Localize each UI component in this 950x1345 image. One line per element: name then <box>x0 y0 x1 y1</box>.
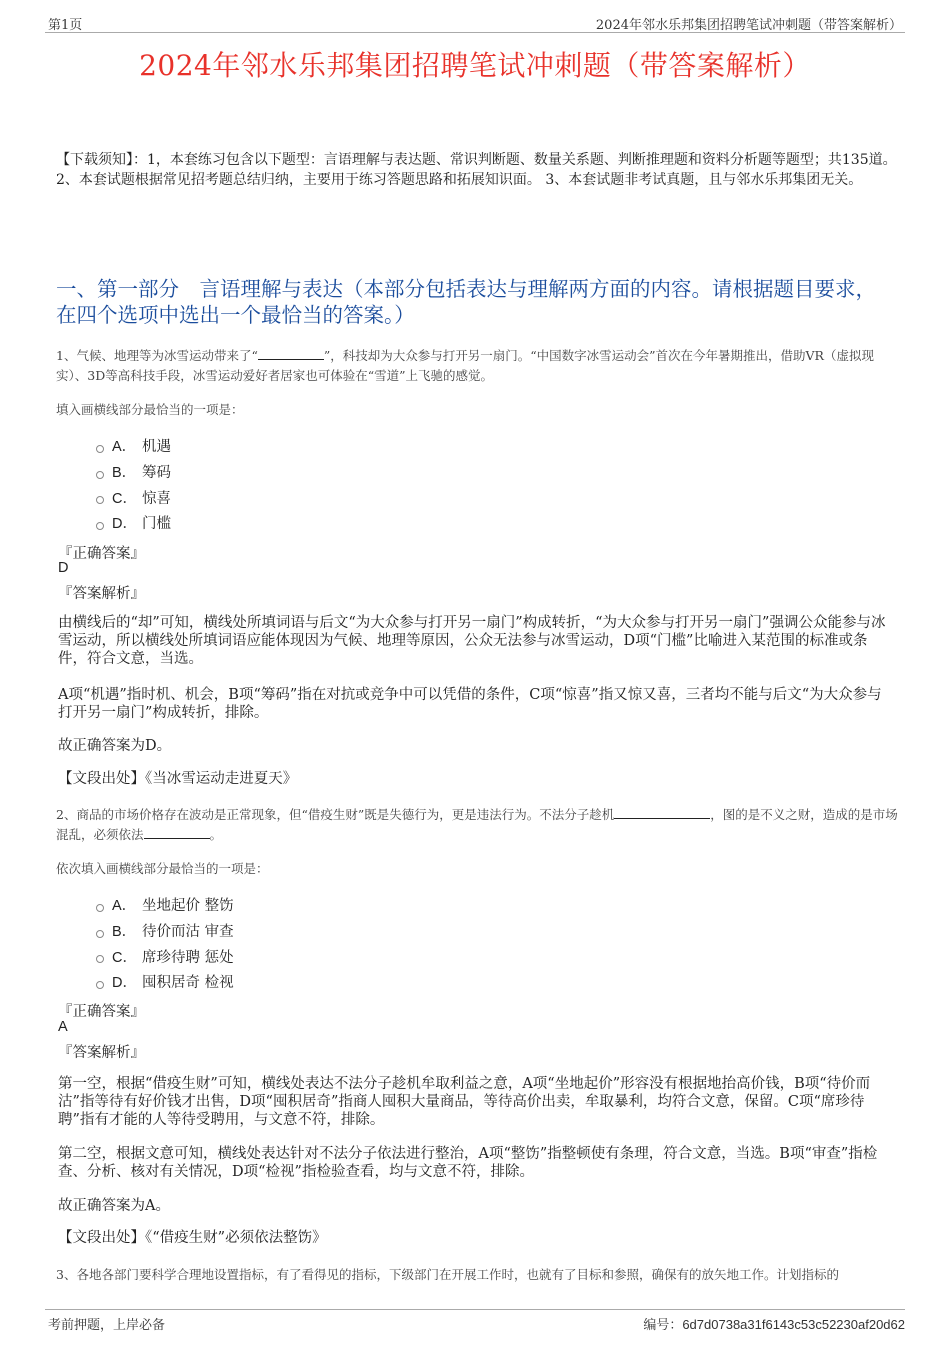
question-1-text: 1、气候、地理等为冰雪运动带来了“ ”，科技却为大众参与打开另一扇门。“中国数字冰雪运动会”首次在今年暑期推出，借助VR（虚拟现实）、3D等高科技手段，冰雪运动爱好者居家也可体验在“雪道”上飞驰的感觉。 <box>56 348 874 383</box>
question-2-prompt: 依次填入画横线部分最恰当的一项是： <box>56 861 269 876</box>
page-number: 第1页 <box>48 18 83 33</box>
analysis-paragraph: 故正确答案为A。 <box>58 1198 170 1214</box>
header-doc-title: 2024年邻水乐邦集团招聘笔试冲刺题（带答案解析） <box>595 18 902 33</box>
radio-icon[interactable] <box>96 471 104 479</box>
analysis-paragraph: 故正确答案为D。 <box>58 738 172 754</box>
footer-code: 编号：6d7d0738a31f6143c53c52230af20d62 <box>643 1317 905 1333</box>
answer-value: D <box>58 560 69 576</box>
option-d[interactable]: D． 门槛 <box>96 510 171 536</box>
option-a[interactable]: A． 坐地起价 整饬 <box>96 892 234 918</box>
analysis-paragraph: 第一空，根据“借疫生财”可知，横线处表达不法分子趁机牟取利益之意，A项“坐地起价”形容没有根据地抬高价钱，B项“待价而沽”指等待有好价钱才出售，D项“囤积居奇”指商人囤积大量商品，等待高价出卖，牟取暴利，均符合文意，保留。C项“席珍待聘”指有才能的人等待受聘用，与文意不符，排除。 <box>58 1076 871 1128</box>
question-1-options <box>96 433 171 536</box>
source-citation: 【文段出处】《当冰雪运动走进夏天》 <box>58 771 298 787</box>
option-c[interactable]: C． 惊喜 <box>96 484 171 510</box>
option-b[interactable]: B． 待价而沽 审查 <box>96 918 234 944</box>
header-divider <box>45 32 905 33</box>
analysis-label: 『答案解析』 <box>58 1045 145 1061</box>
fill-blank <box>614 806 710 819</box>
footer-divider <box>45 1309 905 1310</box>
answer-label: 『正确答案』 <box>58 1004 145 1020</box>
analysis-paragraph: A项“机遇”指时机、机会，B项“筹码”指在对抗或竞争中可以凭借的条件，C项“惊喜”指又惊又喜，三者均不能与后文“为大众参与打开另一扇门”构成转折，排除。 <box>58 687 882 721</box>
analysis-label: 『答案解析』 <box>58 586 145 602</box>
fill-blank <box>144 826 210 839</box>
download-notice: 【下载须知】：1，本套练习包含以下题型：言语理解与表达题、常识判断题、数量关系题、判断推理题和资料分析题等题型；共135道。 2、本套试题根据常见招考题总结归纳，主要用于练习答题思路和拓展知识面。 3、本套试题非考试真题，且与邻水乐邦集团无关。 <box>56 152 897 188</box>
radio-icon[interactable] <box>96 930 104 938</box>
source-citation: 【文段出处】《“借疫生财”必须依法整饬》 <box>58 1230 327 1246</box>
analysis-paragraph: 由横线后的“却”可知，横线处所填词语与后文“为大众参与打开另一扇门”构成转折，“为大众参与打开另一扇门”强调公众能参与冰雪运动，所以横线处所填词语应能体现因为气候、地理等原因，公众无法参与冰雪运动，D项“门槛”比喻进入某范围的标准或条件，符合文意，当选。 <box>58 615 886 667</box>
question-2-text: 2、商品的市场价格存在波动是正常现象，但“借疫生财”既是失德行为，更是违法行为。不法分子趁机 ，图的是不义之财，造成的是市场混乱，必须依法 。 <box>56 807 898 842</box>
option-b[interactable]: B． 筹码 <box>96 459 171 485</box>
radio-icon[interactable] <box>96 904 104 912</box>
option-c[interactable]: C． 席珍待聘 惩处 <box>96 943 234 969</box>
footer-slogan: 考前押题，上岸必备 <box>48 1318 166 1333</box>
radio-icon[interactable] <box>96 522 104 530</box>
question-1-prompt: 填入画横线部分最恰当的一项是： <box>56 402 244 417</box>
question-2-options <box>96 892 234 995</box>
question-3-text: 3、各地各部门要科学合理地设置指标，有了看得见的指标，下级部门在开展工作时，也就有了目标和参照，确保有的放矢地工作。计划指标的 <box>56 1267 839 1282</box>
option-a[interactable]: A． 机遇 <box>96 433 171 459</box>
option-d[interactable]: D． 囤积居奇 检视 <box>96 969 234 995</box>
section-heading: 一、第一部分 言语理解与表达（本部分包括表达与理解两方面的内容。请根据题目要求，在四个选项中选出一个最恰当的答案。） <box>56 277 876 327</box>
radio-icon[interactable] <box>96 981 104 989</box>
radio-icon[interactable] <box>96 445 104 453</box>
radio-icon[interactable] <box>96 496 104 504</box>
analysis-paragraph: 第二空，根据文意可知，横线处表达针对不法分子依法进行整治，A项“整饬”指整顿使有条理，符合文意，当选。B项“审查”指检查、分析、核对有关情况，D项“检视”指检验查看，均与文意不符，排除。 <box>58 1146 878 1180</box>
fill-blank <box>258 347 324 360</box>
answer-label: 『正确答案』 <box>58 546 145 562</box>
page-title: 2024年邻水乐邦集团招聘笔试冲刺题（带答案解析） <box>139 49 811 82</box>
radio-icon[interactable] <box>96 955 104 963</box>
answer-value: A <box>58 1019 68 1035</box>
